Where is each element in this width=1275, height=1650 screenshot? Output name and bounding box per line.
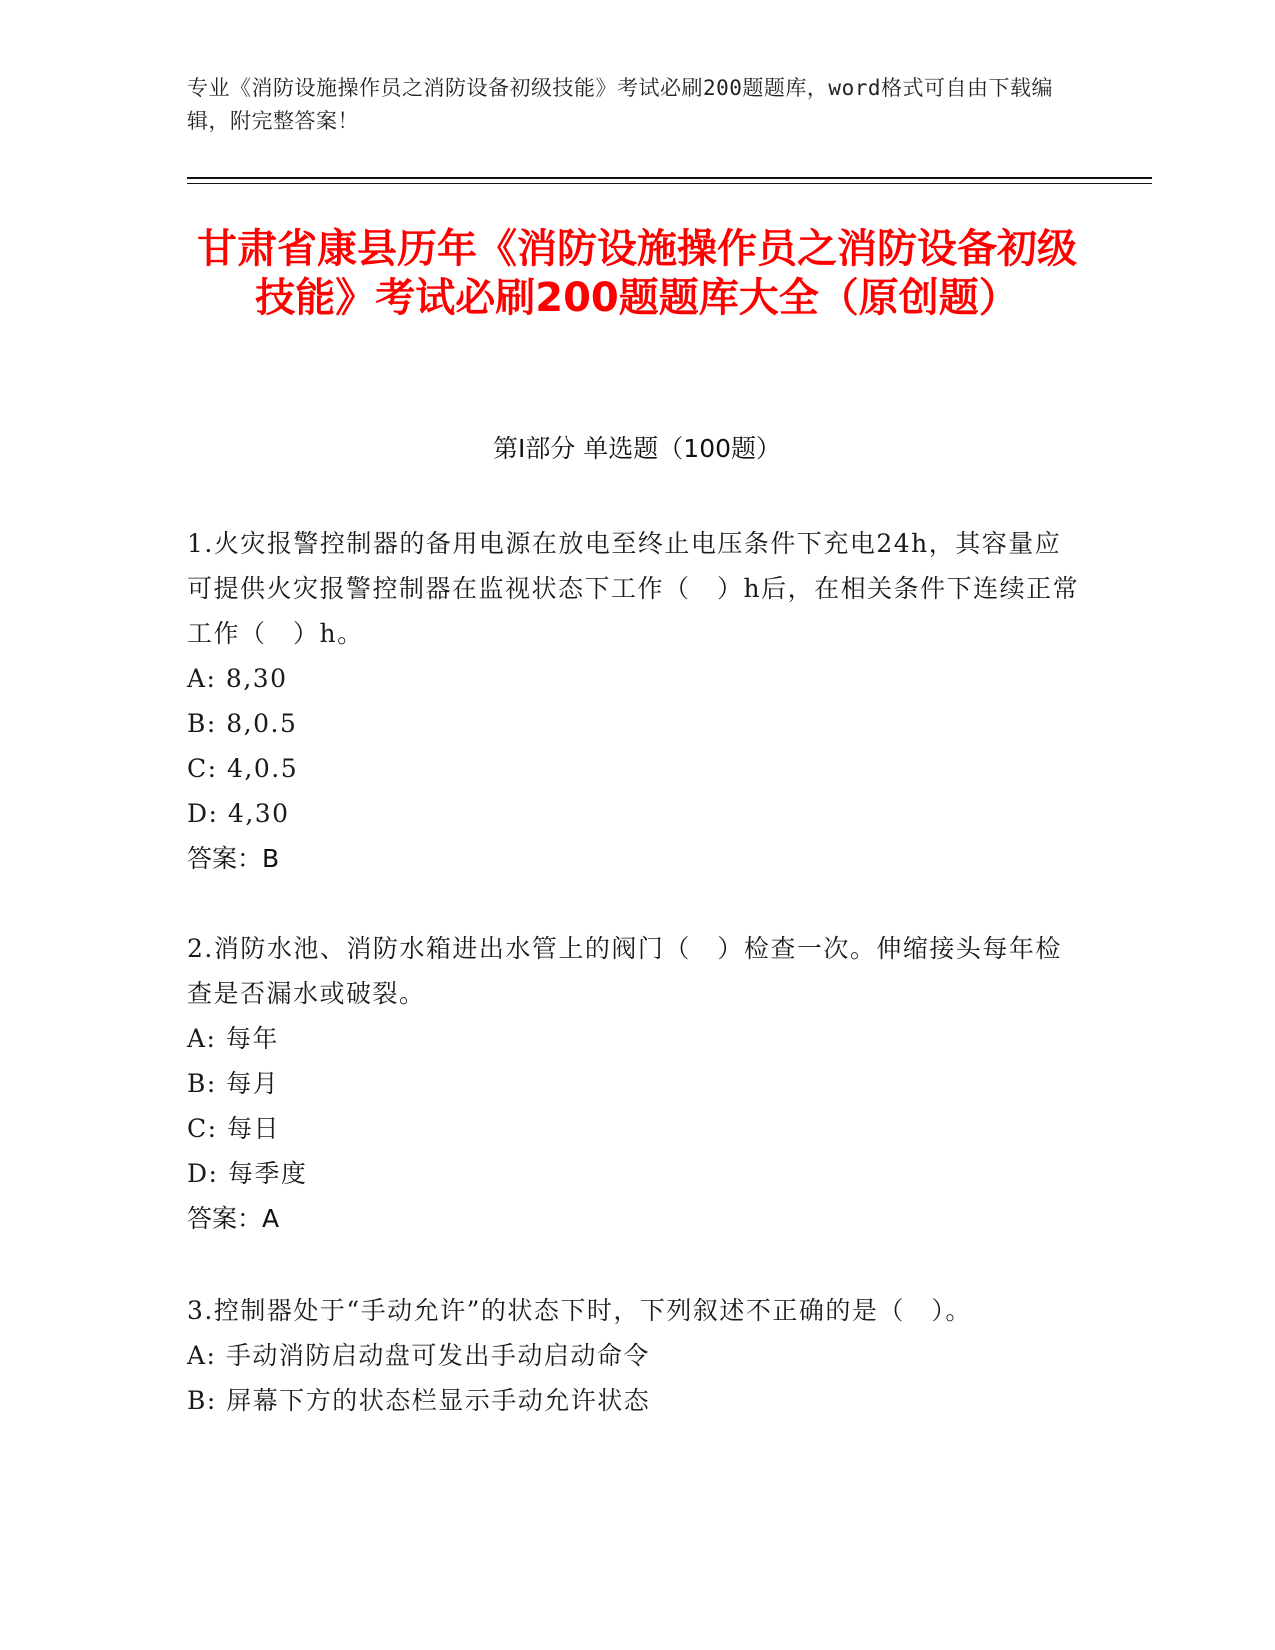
header-divider-thick: [187, 177, 1152, 179]
question-stem: 2.消防水池、消防水箱进出水管上的阀门（ ）检查一次。伸缩接头每年检查是否漏水或破裂。: [187, 934, 1062, 1008]
option-b: B: 8,0.5: [187, 709, 298, 738]
question-1: [187, 521, 1087, 881]
answer: 答案：A: [187, 1204, 280, 1233]
option-a: A: 手动消防启动盘可发出手动启动命令: [187, 1341, 650, 1370]
option-b: B: 每月: [187, 1069, 280, 1098]
option-b: B: 屏幕下方的状态栏显示手动允许状态: [187, 1386, 651, 1415]
section-title: 第I部分 单选题（100题）: [492, 434, 782, 463]
answer: 答案：B: [187, 844, 280, 873]
question-stem: 3.控制器处于“手动允许”的状态下时，下列叙述不正确的是（ ）。: [187, 1296, 972, 1325]
option-a: A: 8,30: [187, 664, 288, 693]
question-2: [187, 926, 1087, 1241]
header-divider-thin: [187, 183, 1152, 184]
option-c: C: 4,0.5: [187, 754, 299, 783]
main-title: 甘肃省康县历年《消防设施操作员之消防设备初级技能》考试必刷200题题库大全（原创题）: [197, 226, 1077, 321]
question-stem: 1.火灾报警控制器的备用电源在放电至终止电压条件下充电24h，其容量应可提供火灾报警控制器在监视状态下工作（ ）h后，在相关条件下连续正常工作（ ）h。: [187, 529, 1080, 648]
option-a: A: 每年: [187, 1024, 279, 1053]
option-c: C: 每日: [187, 1114, 280, 1143]
header-note: 专业《消防设施操作员之消防设备初级技能》考试必刷200题题库，word格式可自由下载编辑，附完整答案！: [187, 76, 1053, 133]
option-d: D: 每季度: [187, 1159, 308, 1188]
question-3: [187, 1288, 1087, 1423]
option-d: D: 4,30: [187, 799, 290, 828]
